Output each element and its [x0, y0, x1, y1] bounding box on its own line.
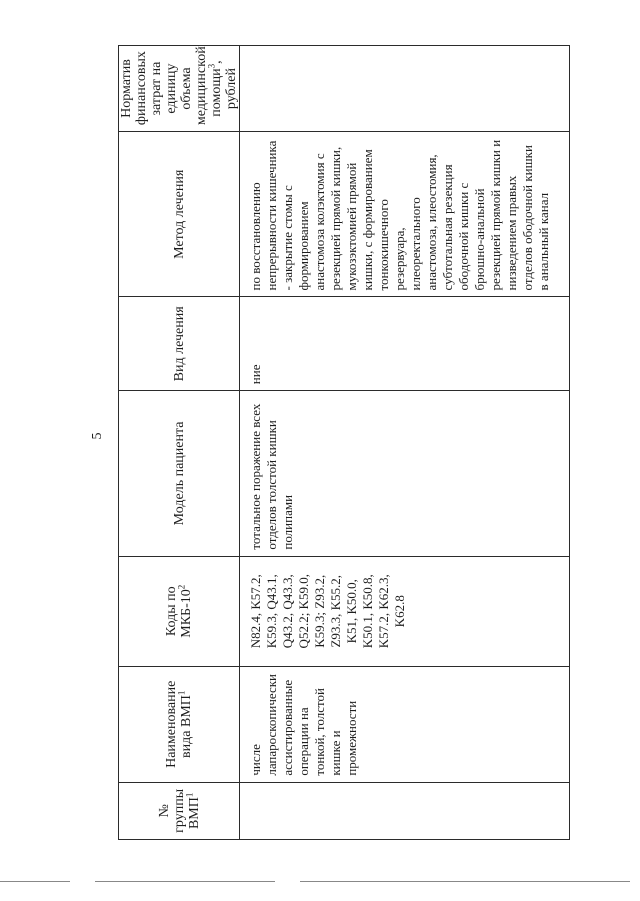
header-codes: Коды по МКБ-$10^2$ [119, 556, 240, 666]
vmp-table [118, 45, 570, 840]
header-treatment-type: Вид лечения [119, 297, 240, 391]
page-number: 5 [90, 432, 105, 440]
header-group: № группы ВМП$^1$ [119, 782, 240, 839]
scan-edge-line-right [300, 881, 630, 882]
cell-norm [240, 46, 570, 132]
scan-edge-line-left [0, 881, 70, 882]
header-name: Наименование вида ВМП$^1$ [119, 666, 240, 782]
scan-edge-line-center [95, 881, 275, 882]
header-norm: Норматив финансовых затрат на единицу объема медицинской помощи$^3$, рублей [119, 46, 240, 132]
table-row [240, 46, 570, 840]
cell-name: числе лапароскопически ассистированные операции на тонкой, толстой кишке и промежности [240, 666, 570, 782]
cell-codes: N82.4, K57.2, K59.3, Q43.1, Q43.2, Q43.3, Q52.2; K59.0, K59.3; Z93.2, Z93.3, K55.2, K51, K50.0, K50.1, K50.8, K57.2, K62.3, K62.8 [240, 556, 570, 666]
cell-group [240, 782, 570, 839]
header-model: Модель пациента [119, 391, 240, 556]
cell-treatment-type: ние [240, 297, 570, 391]
table-header-row [119, 46, 240, 840]
rotated-page-content [90, 0, 600, 870]
cell-method: по восстановлению непрерывности кишечника - закрытие стомы с формированием анастомоза колэктомия с резекцией прямой кишки, мукозэктомией прямой кишки, с формированием тонкокишечного резервуара, илеоректального анастомоза, илеостомия, субтотальная резекция ободочной кишки с брюшно-анальной резекцией прямой кишки и низведением правых отделов ободочной кишки в анальный канал [240, 132, 570, 297]
header-method: Метод лечения [119, 132, 240, 297]
cell-model: тотальное поражение всех отделов толстой кишки полипами [240, 391, 570, 556]
